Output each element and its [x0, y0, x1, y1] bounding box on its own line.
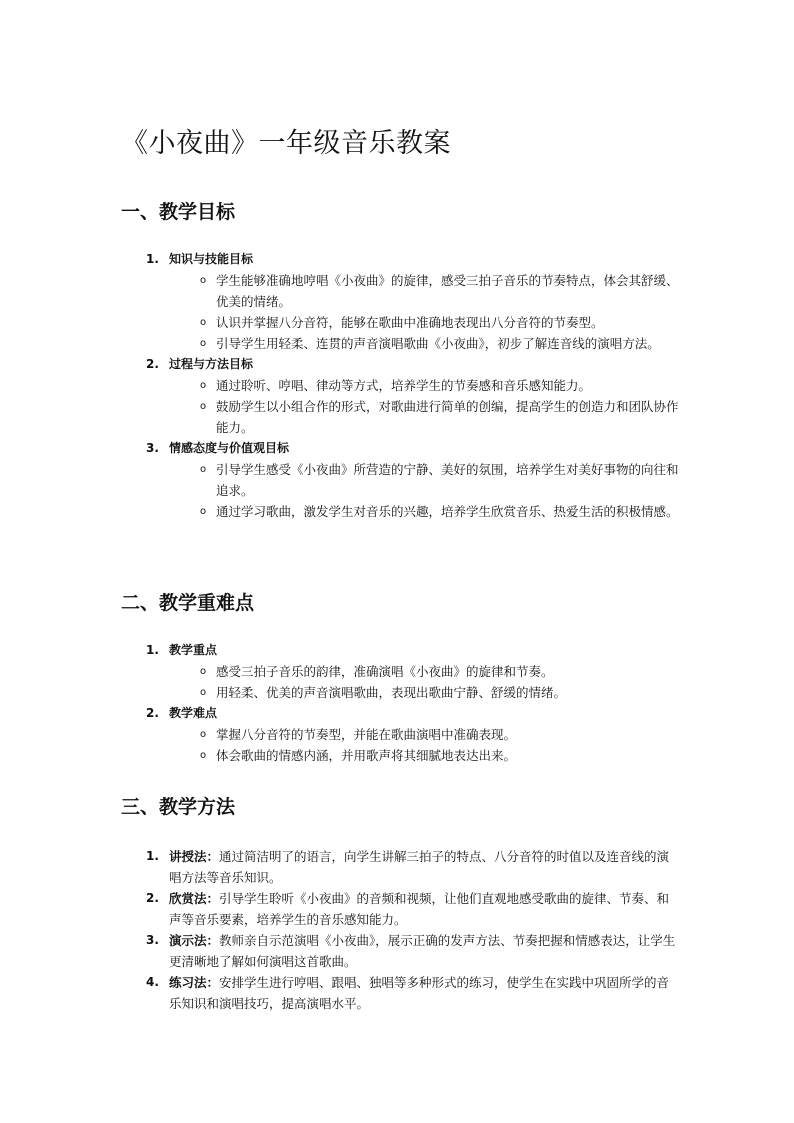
bullet-icon: o	[200, 338, 207, 349]
list-item	[146, 703, 681, 766]
item-number: 2.	[146, 706, 159, 720]
section-teaching-objectives	[121, 199, 681, 519]
item-title: 过程与方法目标	[169, 357, 254, 371]
objectives-list	[146, 249, 681, 522]
list-item	[146, 846, 681, 888]
item-title: 知识与技能目标	[169, 252, 254, 266]
sub-item	[169, 375, 681, 396]
method-description: 教师亲自示范演唱《小夜曲》，展示正确的发声方法、节奏把握和情感表达，让学生更清晰地了解如何演唱这首歌曲。	[169, 933, 676, 969]
item-title: 教学重点	[169, 643, 218, 657]
sub-item-text: 通过聆听、哼唱、律动等方式，培养学生的节奏感和音乐感知能力。	[216, 378, 592, 393]
bullet-icon: o	[200, 750, 207, 761]
method-label: 欣赏法：	[169, 891, 220, 906]
sub-item	[169, 745, 681, 766]
sub-item	[169, 312, 681, 333]
item-number: 3.	[146, 933, 159, 947]
item-number: 1.	[146, 252, 159, 266]
list-item	[146, 249, 681, 354]
method-text	[169, 888, 681, 930]
sub-item-text: 认识并掌握八分音符，能够在歌曲中准确地表现出八分音符的节奏型。	[216, 315, 604, 330]
item-number: 2.	[146, 891, 159, 905]
bullet-icon: o	[200, 401, 207, 412]
item-number: 1.	[146, 643, 159, 657]
bullet-icon: o	[200, 666, 207, 677]
bullet-icon: o	[200, 317, 207, 328]
sub-item-text: 通过学习歌曲，激发学生对音乐的兴趣，培养学生欣赏音乐、热爱生活的积极情感。	[216, 504, 679, 519]
item-title: 教学难点	[169, 706, 218, 720]
sub-item-text: 引导学生感受《小夜曲》所营造的宁静、美好的氛围，培养学生对美好事物的向往和追求。	[216, 462, 679, 498]
list-item	[146, 888, 681, 930]
item-number: 2.	[146, 357, 159, 371]
methods-list	[146, 846, 681, 1014]
sub-item-text: 引导学生用轻柔、连贯的声音演唱歌曲《小夜曲》，初步了解连音线的演唱方法。	[216, 336, 660, 351]
sub-item	[169, 682, 681, 703]
list-item	[146, 640, 681, 703]
sub-item	[169, 333, 681, 354]
section-key-difficult-points	[121, 590, 681, 763]
bullet-icon: o	[200, 380, 207, 391]
key-points-list	[146, 640, 681, 766]
bullet-icon: o	[200, 464, 207, 475]
document-title: 《小夜曲》一年级音乐教案	[121, 128, 451, 159]
list-item	[146, 972, 681, 1014]
bullet-icon: o	[200, 275, 207, 286]
method-description: 通过简洁明了的语言，向学生讲解三拍子的特点、八分音符的时值以及连音线的演唱方法等音乐知识。	[169, 849, 670, 885]
sub-item-text: 掌握八分音符的节奏型，并能在歌曲演唱中准确表现。	[216, 727, 517, 742]
item-number: 3.	[146, 441, 159, 455]
sub-item	[169, 661, 681, 682]
sub-list	[169, 459, 681, 522]
sub-list	[169, 375, 681, 438]
method-text	[169, 930, 681, 972]
section-heading: 三、教学方法	[121, 796, 236, 818]
item-number: 4.	[146, 975, 159, 989]
sub-item	[169, 459, 681, 501]
method-description: 引导学生聆听《小夜曲》的音频和视频，让他们直观地感受歌曲的旋律、节奏、和声等音乐要素，培养学生的音乐感知能力。	[169, 891, 670, 927]
item-number: 1.	[146, 849, 159, 863]
list-item	[146, 438, 681, 522]
method-description: 安排学生进行哼唱、跟唱、独唱等多种形式的练习，使学生在实践中巩固所学的音乐知识和演唱技巧，提高演唱水平。	[169, 975, 670, 1011]
item-title: 情感态度与价值观目标	[169, 441, 290, 455]
sub-item	[169, 396, 681, 438]
bullet-icon: o	[200, 729, 207, 740]
sub-list	[169, 661, 681, 703]
method-text	[169, 972, 681, 1014]
sub-item	[169, 501, 681, 522]
sub-item-text: 学生能够准确地哼唱《小夜曲》的旋律，感受三拍子音乐的节奏特点，体会其舒缓、优美的情绪。	[216, 273, 679, 309]
sub-list	[169, 724, 681, 766]
method-label: 讲授法：	[169, 849, 220, 864]
method-label: 练习法：	[169, 975, 220, 990]
section-teaching-methods	[121, 794, 681, 1011]
method-label: 演示法：	[169, 933, 220, 948]
sub-item-text: 鼓励学生以小组合作的形式，对歌曲进行简单的创编，提高学生的创造力和团队协作能力。	[216, 399, 679, 435]
list-item	[146, 930, 681, 972]
section-heading: 二、教学重难点	[121, 592, 255, 614]
sub-list	[169, 270, 681, 354]
bullet-icon: o	[200, 506, 207, 517]
sub-item	[169, 270, 681, 312]
sub-item-text: 用轻柔、优美的声音演唱歌曲，表现出歌曲宁静、舒缓的情绪。	[216, 685, 567, 700]
sub-item	[169, 724, 681, 745]
sub-item-text: 体会歌曲的情感内涵，并用歌声将其细腻地表达出来。	[216, 748, 517, 763]
section-heading: 一、教学目标	[121, 201, 236, 223]
method-text	[169, 846, 681, 888]
list-item	[146, 354, 681, 438]
bullet-icon: o	[200, 687, 207, 698]
sub-item-text: 感受三拍子音乐的韵律，准确演唱《小夜曲》的旋律和节奏。	[216, 664, 554, 679]
